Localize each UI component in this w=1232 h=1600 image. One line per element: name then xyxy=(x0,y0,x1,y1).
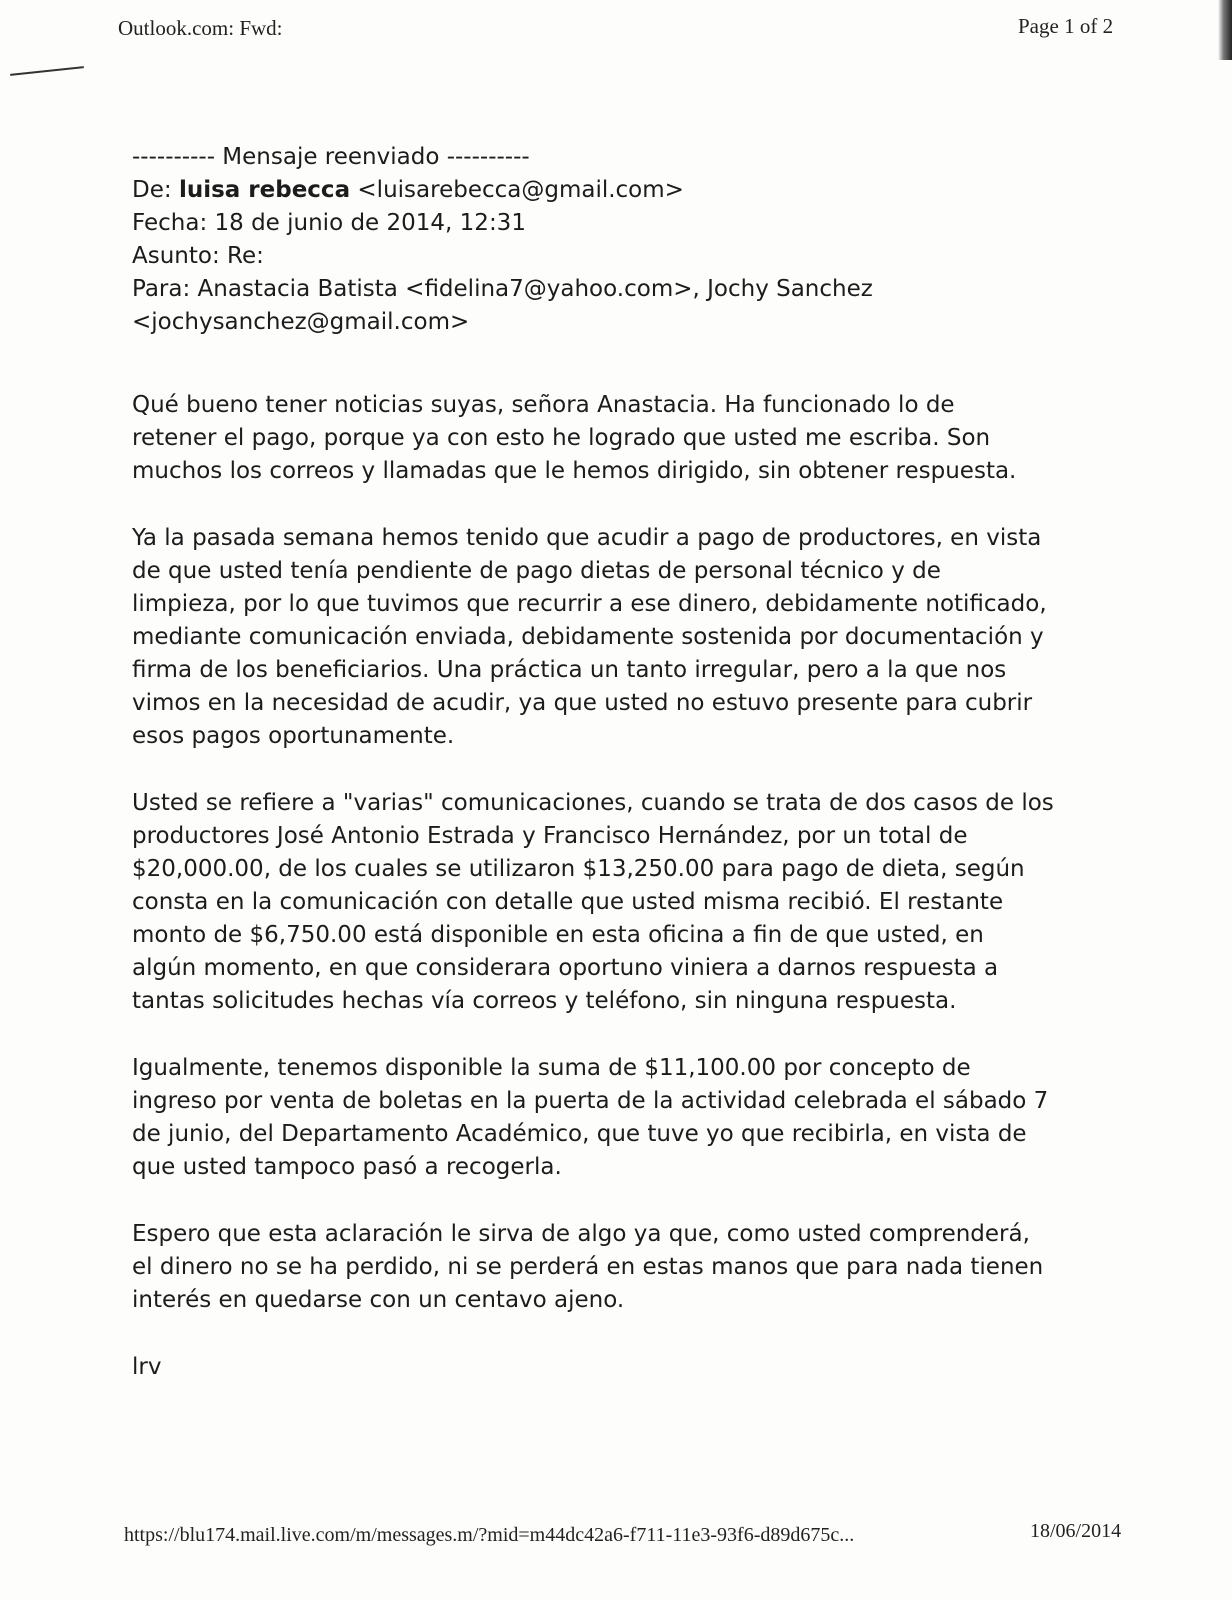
paragraph-line: tantas solicitudes hechas vía correos y teléfono, sin ninguna respuesta. xyxy=(132,988,957,1014)
print-header-title: Outlook.com: Fwd: xyxy=(118,16,283,40)
to-line-continued: <jochysanchez@gmail.com> xyxy=(132,309,470,335)
message-paragraphs xyxy=(132,389,1132,1317)
paragraph-line: de que usted tenía pendiente de pago dietas de personal técnico y de xyxy=(132,558,941,584)
paragraph-line: muchos los correos y llamadas que le hemos dirigido, sin obtener respuesta. xyxy=(132,458,1017,484)
paragraph-line: Usted se refiere a "varias" comunicaciones, cuando se trata de dos casos de los xyxy=(132,790,1054,816)
forwarded-headers xyxy=(132,141,1132,339)
paragraph-line: Igualmente, tenemos disponible la suma de $11,100.00 por concepto de xyxy=(132,1055,971,1081)
paragraph-line: vimos en la necesidad de acudir, ya que usted no estuvo presente para cubrir xyxy=(132,690,1033,716)
paragraph-line: $20,000.00, de los cuales se utilizaron $13,250.00 para pago de dieta, según xyxy=(132,856,1025,882)
message-paragraph xyxy=(132,1052,1132,1184)
subject-line: Asunto: Re: xyxy=(132,243,264,269)
paragraph-line: Qué bueno tener noticias suyas, señora Anastacia. Ha funcionado lo de xyxy=(132,392,955,418)
paragraph-line: esos pagos oportunamente. xyxy=(132,723,455,749)
paragraph-line: algún momento, en que considerara oportuno viniera a darnos respuesta a xyxy=(132,955,999,981)
to-line: Para: Anastacia Batista <fidelina7@yahoo.com>, Jochy Sanchez xyxy=(132,276,873,302)
paragraph-line: limpieza, por lo que tuvimos que recurrir a ese dinero, debidamente notificado, xyxy=(132,591,1047,617)
date-line: Fecha: 18 de junio de 2014, 12:31 xyxy=(132,210,526,236)
paragraph-line: retener el pago, porque ya con esto he logrado que usted me escriba. Son xyxy=(132,425,991,451)
message-paragraph xyxy=(132,389,1132,488)
paragraph-line: mediante comunicación enviada, debidamente sostenida por documentación y xyxy=(132,624,1044,650)
message-paragraph xyxy=(132,522,1132,753)
scan-edge-shadow xyxy=(1218,0,1232,60)
paragraph-line: monto de $6,750.00 está disponible en esta oficina a fin de que usted, en xyxy=(132,922,984,948)
paragraph-line: de junio, del Departamento Académico, que tuve yo que recibirla, en vista de xyxy=(132,1121,1027,1147)
message-paragraph xyxy=(132,1218,1132,1317)
pen-mark xyxy=(10,66,84,76)
signature: lrv xyxy=(132,1354,162,1380)
from-line xyxy=(132,174,1132,207)
paragraph-line: que usted tampoco pasó a recogerla. xyxy=(132,1154,562,1180)
paragraph-line: Espero que esta aclaración le sirva de algo ya que, como usted comprenderá, xyxy=(132,1221,1030,1247)
from-label: De: xyxy=(132,177,172,203)
email-body xyxy=(132,141,1132,1384)
paragraph-line: interés en quedarse con un centavo ajeno. xyxy=(132,1287,625,1313)
print-footer-date: 18/06/2014 xyxy=(1030,1520,1122,1542)
print-header-page-number: Page 1 of 2 xyxy=(1018,14,1114,38)
paragraph-line: consta en la comunicación con detalle que usted misma recibió. El restante xyxy=(132,889,1004,915)
paragraph-line: ingreso por venta de boletas en la puerta de la actividad celebrada el sábado 7 xyxy=(132,1088,1049,1114)
message-paragraph xyxy=(132,787,1132,1018)
paragraph-line: Ya la pasada semana hemos tenido que acudir a pago de productores, en vista xyxy=(132,525,1042,551)
paragraph-line: el dinero no se ha perdido, ni se perderá en estas manos que para nada tienen xyxy=(132,1254,1044,1280)
print-footer-url: https://blu174.mail.live.com/m/messages.m/?mid=m44dc42a6-f711-11e3-93f6-d89d675c... xyxy=(124,1524,855,1546)
sender-email: <luisarebecca@gmail.com> xyxy=(357,177,684,203)
paragraph-line: firma de los beneficiarios. Una práctica un tanto irregular, pero a la que nos xyxy=(132,657,1007,683)
forward-marker: ---------- Mensaje reenviado ---------- xyxy=(132,144,530,170)
paragraph-line: productores José Antonio Estrada y Francisco Hernández, por un total de xyxy=(132,823,968,849)
sender-name: luisa rebecca xyxy=(178,177,351,203)
